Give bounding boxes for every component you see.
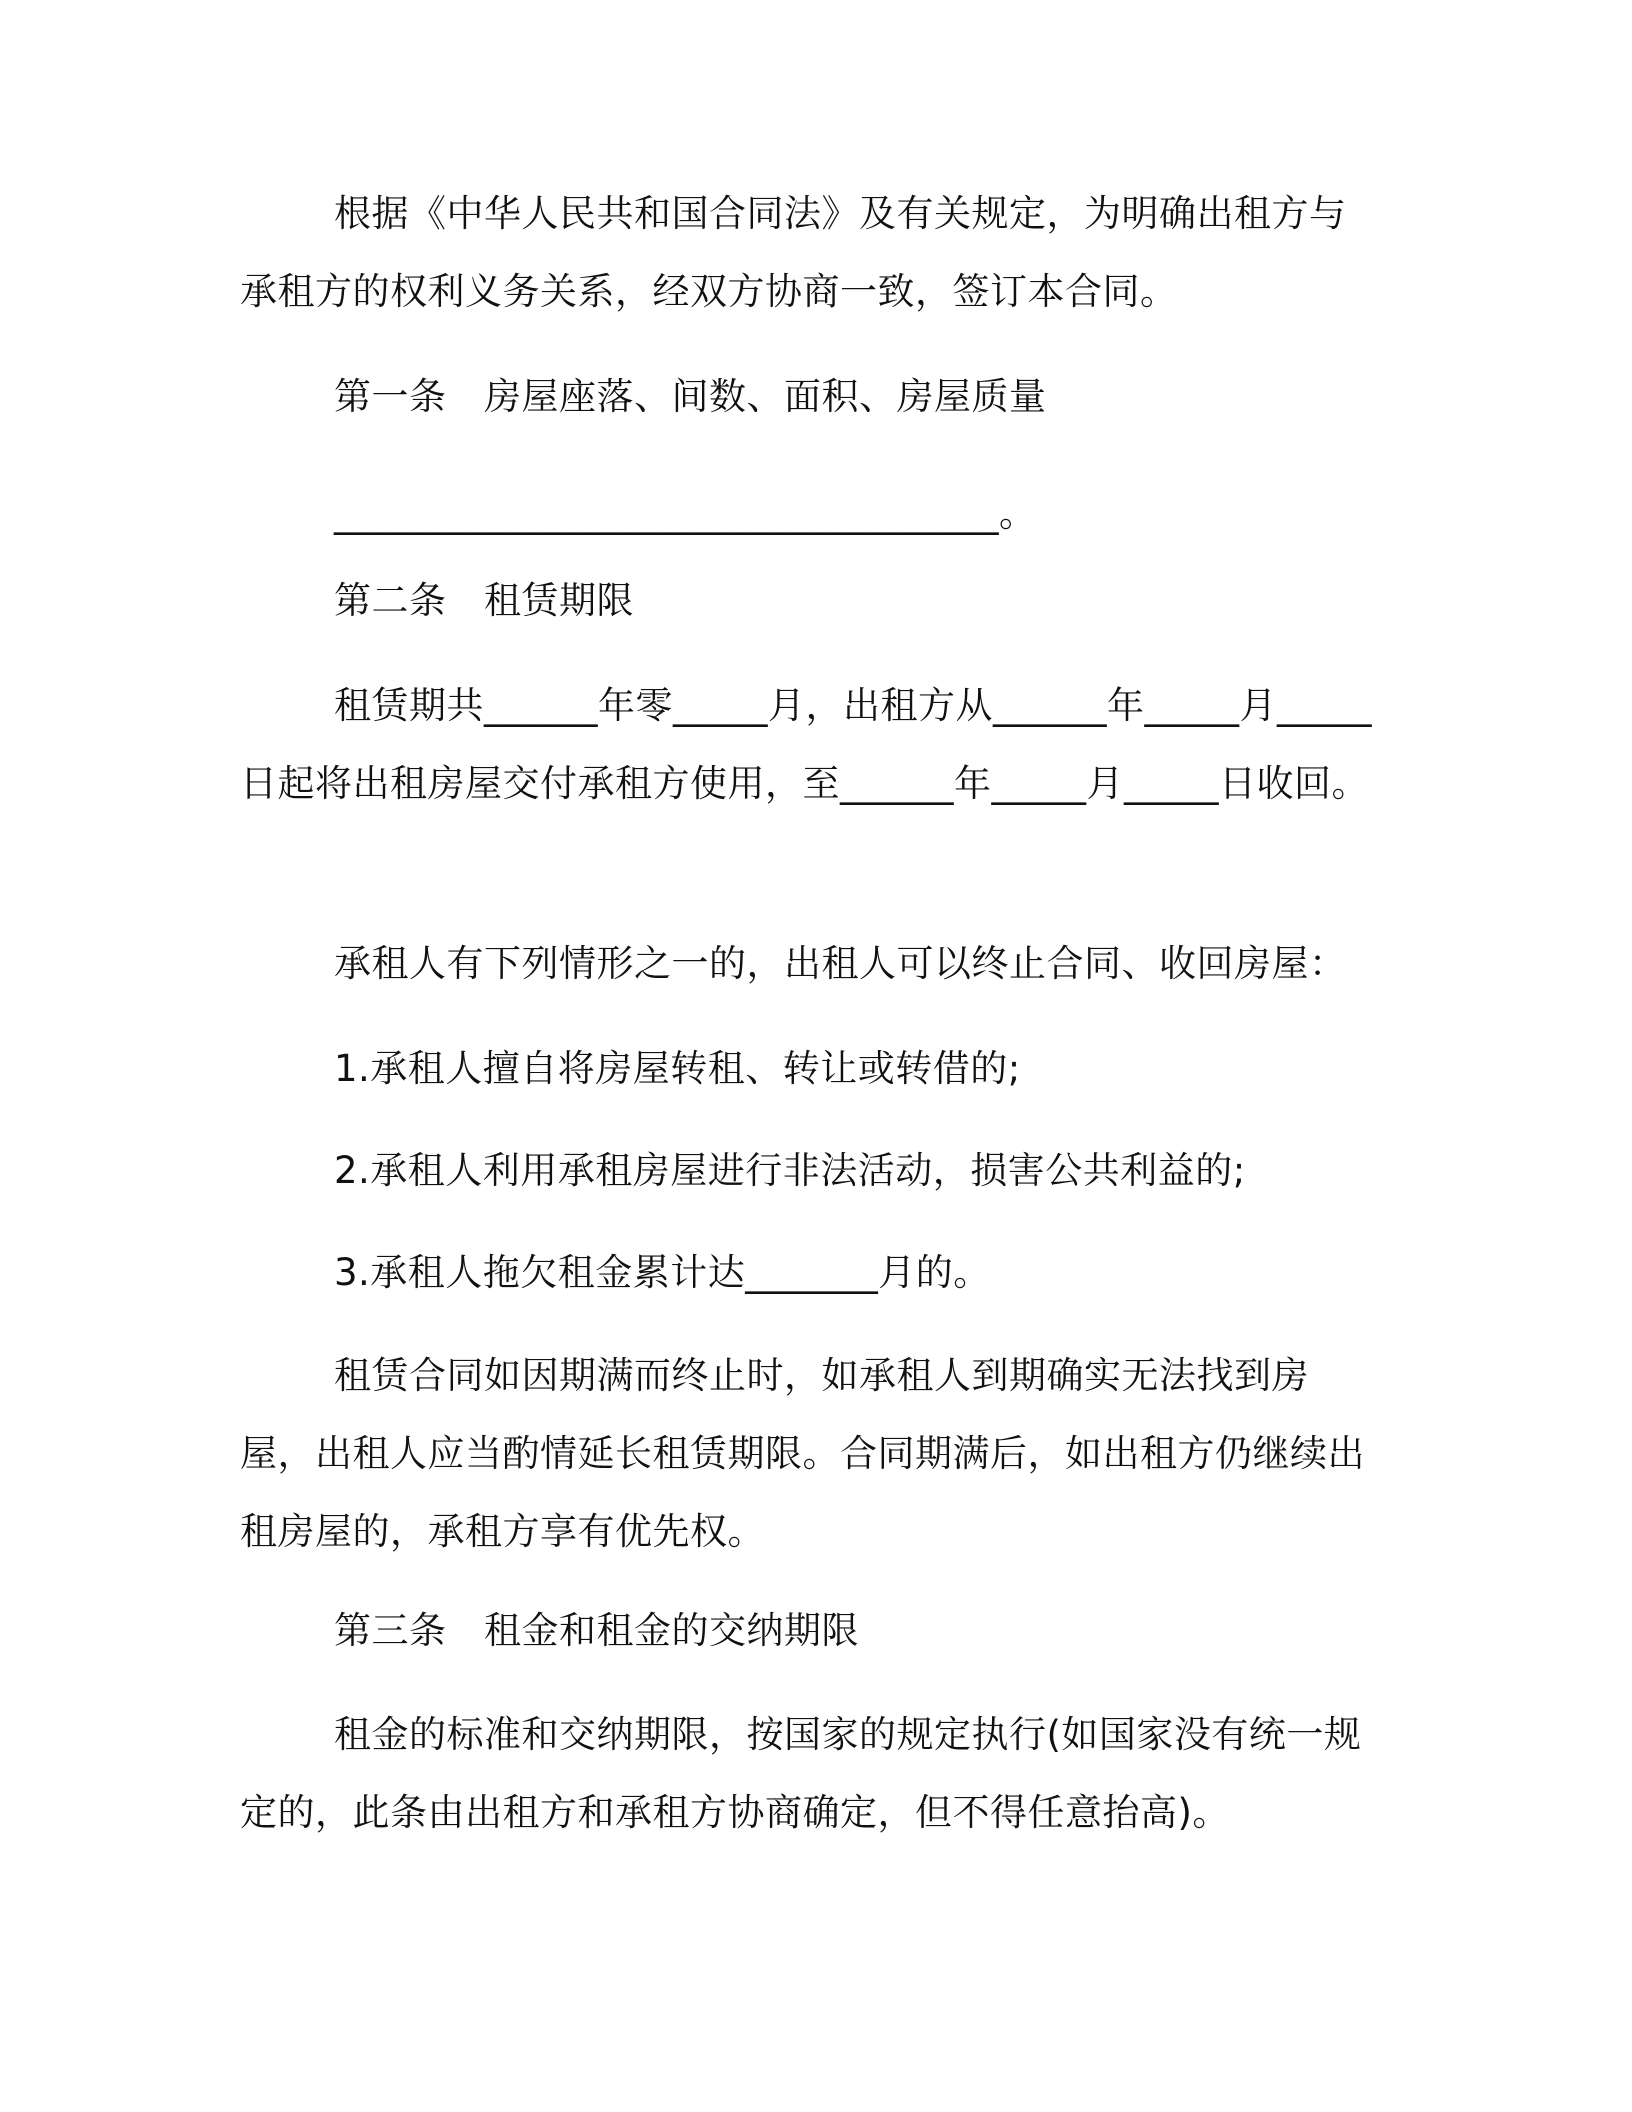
lease-term-paragraph: 租赁期共______年零_____月，出租方从______年_____月_____日起将出租房屋交付承租方使用，至______年_____月_____日收回。 — [240, 684, 1372, 805]
termination-intro: 承租人有下列情形之一的，出租人可以终止合同、收回房屋： — [334, 942, 1347, 985]
termination-item-3: 3.承租人拖欠租金累计达_______月的。 — [334, 1251, 991, 1294]
article-1-heading: 第一条 房屋座落、间数、面积、房屋质量 — [334, 375, 1047, 418]
article-1-blank-line: ___________________________________。 — [334, 492, 1037, 535]
rent-paragraph: 租金的标准和交纳期限，按国家的规定执行(如国家没有统一规定的，此条由出租方和承租方协商确定，但不得任意抬高)。 — [240, 1713, 1362, 1834]
termination-item-1: 1.承租人擅自将房屋转租、转让或转借的; — [334, 1047, 1021, 1090]
article-2-heading: 第二条 租赁期限 — [334, 579, 634, 622]
article-3-heading: 第三条 租金和租金的交纳期限 — [334, 1609, 859, 1652]
intro-paragraph: 根据《中华人民共和国合同法》及有关规定，为明确出租方与承租方的权利义务关系，经双方协商一致，签订本合同。 — [240, 192, 1347, 313]
expiry-clause-paragraph: 租赁合同如因期满而终止时，如承租人到期确实无法找到房屋，出租人应当酌情延长租赁期限。合同期满后，如出租方仍继续出租房屋的，承租方享有优先权。 — [240, 1354, 1365, 1553]
termination-item-2: 2.承租人利用承租房屋进行非法活动，损害公共利益的; — [334, 1149, 1246, 1192]
